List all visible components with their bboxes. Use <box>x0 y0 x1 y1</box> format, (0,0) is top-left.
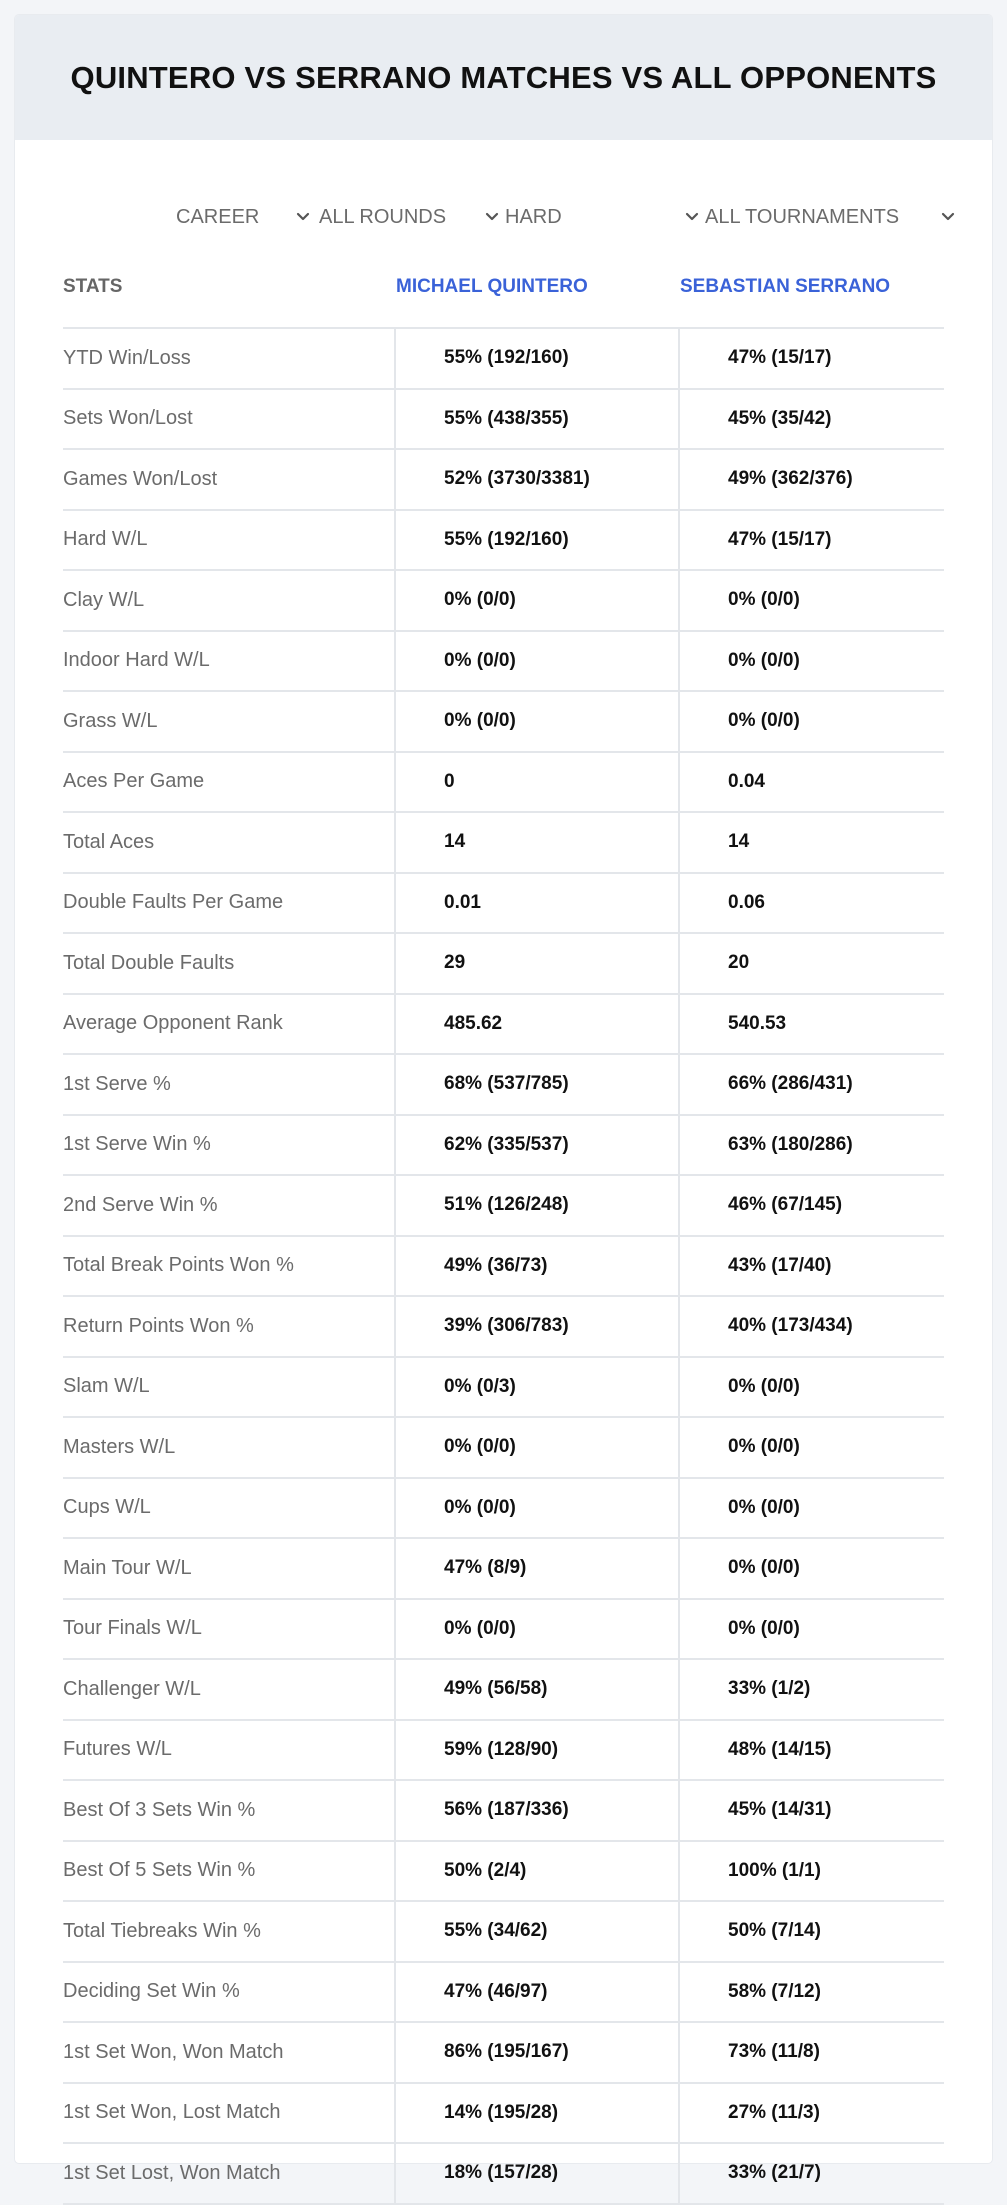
column-divider <box>394 450 396 509</box>
table-row <box>63 390 944 451</box>
column-divider <box>678 2144 680 2203</box>
stat-label: Total Aces <box>63 830 155 853</box>
column-divider <box>394 1902 396 1961</box>
stat-label: 2nd Serve Win % <box>63 1193 218 1216</box>
player2-value: 0.06 <box>728 891 765 913</box>
column-divider <box>394 934 396 993</box>
column-divider <box>394 1358 396 1417</box>
player1-value: 47% (46/97) <box>444 1980 548 2002</box>
column-divider <box>394 1600 396 1659</box>
player2-value: 48% (14/15) <box>728 1738 832 1760</box>
column-divider <box>394 632 396 691</box>
table-row <box>63 692 944 753</box>
player2-value: 0.04 <box>728 770 765 792</box>
player1-value: 55% (34/62) <box>444 1920 548 1942</box>
player2-value: 0% (0/0) <box>728 589 800 611</box>
table-row <box>63 1600 944 1661</box>
stat-label: Slam W/L <box>63 1375 150 1398</box>
table-row <box>63 2144 944 2205</box>
player1-value: 86% (195/167) <box>444 2041 569 2063</box>
player2-value: 45% (14/31) <box>728 1799 832 1821</box>
tournaments-select[interactable] <box>705 187 957 247</box>
column-divider <box>678 995 680 1054</box>
player2-value: 33% (1/2) <box>728 1678 811 1700</box>
column-divider <box>678 1842 680 1901</box>
column-divider <box>678 1176 680 1235</box>
column-divider <box>394 1781 396 1840</box>
column-divider <box>678 1479 680 1538</box>
page-header <box>15 15 992 140</box>
table-row <box>63 813 944 874</box>
stat-label: 1st Set Won, Won Match <box>63 2040 284 2063</box>
column-divider <box>394 1055 396 1114</box>
player1-value: 14 <box>444 831 466 853</box>
table-row <box>63 511 944 572</box>
player2-value: 0% (0/0) <box>728 1436 800 1458</box>
player2-value: 46% (67/145) <box>728 1194 843 1216</box>
table-row <box>63 1297 944 1358</box>
period-select[interactable] <box>176 187 312 247</box>
column-divider <box>394 329 396 388</box>
column-divider <box>678 1781 680 1840</box>
player1-value: 55% (192/160) <box>444 347 569 369</box>
column-divider <box>394 1721 396 1780</box>
stat-label: 1st Set Lost, Won Match <box>63 2161 281 2184</box>
stat-label: 1st Serve % <box>63 1072 171 1095</box>
stats-column-header: STATS <box>63 276 123 297</box>
column-divider <box>678 329 680 388</box>
stat-label: Cups W/L <box>63 1496 151 1519</box>
stat-label: Tour Finals W/L <box>63 1617 202 1640</box>
column-divider <box>394 753 396 812</box>
filter-bar <box>15 187 992 247</box>
column-divider <box>678 874 680 933</box>
player1-value: 59% (128/90) <box>444 1738 559 1760</box>
column-divider <box>394 1963 396 2022</box>
player2-value: 27% (11/3) <box>728 2101 820 2123</box>
player2-value: 20 <box>728 952 750 974</box>
table-row <box>63 1963 944 2024</box>
stat-label: Indoor Hard W/L <box>63 649 210 672</box>
player1-value: 0% (0/0) <box>444 1436 516 1458</box>
player2-value: 47% (15/17) <box>728 347 832 369</box>
table-row <box>63 1479 944 1540</box>
player1-value: 0% (0/0) <box>444 710 516 732</box>
stat-label: Masters W/L <box>63 1435 176 1458</box>
column-divider <box>678 1116 680 1175</box>
stat-label: Aces Per Game <box>63 770 205 793</box>
player1-value: 0% (0/0) <box>444 589 516 611</box>
table-row <box>63 1418 944 1479</box>
table-row <box>63 1237 944 1298</box>
stat-label: Grass W/L <box>63 709 158 732</box>
chevron-down-icon <box>683 208 701 226</box>
player1-link[interactable]: MICHAEL QUINTERO <box>396 276 588 297</box>
column-divider <box>394 2023 396 2082</box>
column-divider <box>394 1660 396 1719</box>
column-divider <box>394 874 396 933</box>
player2-value: 14 <box>728 831 750 853</box>
chevron-down-icon <box>939 208 957 226</box>
stat-label: Best Of 5 Sets Win % <box>63 1859 256 1882</box>
table-row <box>63 753 944 814</box>
table-row <box>63 1902 944 1963</box>
stat-label: Games Won/Lost <box>63 467 218 490</box>
column-divider <box>678 1539 680 1598</box>
table-row <box>63 1116 944 1177</box>
column-divider <box>394 1237 396 1296</box>
player1-value: 47% (8/9) <box>444 1557 527 1579</box>
player2-value: 0% (0/0) <box>728 1496 800 1518</box>
page-title: QUINTERO VS SERRANO MATCHES VS ALL OPPONENTS <box>70 59 937 95</box>
column-divider <box>678 1902 680 1961</box>
table-row <box>63 995 944 1056</box>
player1-value: 485.62 <box>444 1012 503 1034</box>
player2-value: 0% (0/0) <box>728 710 800 732</box>
stat-label: 1st Set Won, Lost Match <box>63 2101 281 2124</box>
table-row <box>63 1781 944 1842</box>
player1-value: 55% (438/355) <box>444 407 569 429</box>
stat-label: Double Faults Per Game <box>63 891 284 914</box>
player2-value: 58% (7/12) <box>728 1980 821 2002</box>
column-divider <box>678 1660 680 1719</box>
surface-select[interactable] <box>505 187 701 247</box>
chevron-down-icon <box>294 208 312 226</box>
stat-label: Total Break Points Won % <box>63 1254 294 1277</box>
column-divider <box>678 571 680 630</box>
column-divider <box>394 1479 396 1538</box>
column-divider <box>678 1963 680 2022</box>
table-row <box>63 1842 944 1903</box>
player2-value: 0% (0/0) <box>728 1375 800 1397</box>
player1-value: 49% (36/73) <box>444 1254 548 1276</box>
column-divider <box>678 2084 680 2143</box>
stat-label: Total Tiebreaks Win % <box>63 1919 261 1942</box>
player1-value: 52% (3730/3381) <box>444 468 590 490</box>
table-row <box>63 329 944 390</box>
column-divider <box>678 511 680 570</box>
rounds-select-value: ALL ROUNDS <box>319 205 447 228</box>
rounds-select[interactable] <box>319 187 501 247</box>
table-row <box>63 1358 944 1419</box>
stat-label: Futures W/L <box>63 1738 172 1761</box>
player1-value: 18% (157/28) <box>444 2162 559 2184</box>
column-divider <box>394 1418 396 1477</box>
table-header <box>63 247 944 329</box>
column-divider <box>678 692 680 751</box>
surface-select-value: HARD <box>505 205 562 228</box>
column-divider <box>678 450 680 509</box>
column-divider <box>678 1055 680 1114</box>
column-divider <box>678 1358 680 1417</box>
column-divider <box>678 1418 680 1477</box>
table-row <box>63 874 944 935</box>
player2-link[interactable]: SEBASTIAN SERRANO <box>680 276 891 297</box>
column-divider <box>678 813 680 872</box>
column-divider <box>394 1297 396 1356</box>
table-body <box>63 329 944 2205</box>
player1-value: 0% (0/0) <box>444 649 516 671</box>
table-row <box>63 934 944 995</box>
stats-card <box>15 15 992 2184</box>
player2-value: 33% (21/7) <box>728 2162 821 2184</box>
column-divider <box>678 1297 680 1356</box>
column-divider <box>394 571 396 630</box>
player1-value: 55% (192/160) <box>444 528 569 550</box>
column-divider <box>678 1721 680 1780</box>
column-divider <box>394 2084 396 2143</box>
column-divider <box>678 2023 680 2082</box>
player1-value: 50% (2/4) <box>444 1859 527 1881</box>
stat-label: Return Points Won % <box>63 1314 254 1337</box>
player2-value: 0% (0/0) <box>728 649 800 671</box>
column-divider <box>394 1842 396 1901</box>
column-divider <box>394 995 396 1054</box>
player2-value: 40% (173/434) <box>728 1315 853 1337</box>
stat-label: 1st Serve Win % <box>63 1133 211 1156</box>
column-divider <box>394 390 396 449</box>
player1-value: 0 <box>444 770 455 792</box>
stat-label: Main Tour W/L <box>63 1556 192 1579</box>
table-row <box>63 2084 944 2145</box>
player1-value: 0% (0/0) <box>444 1496 516 1518</box>
column-divider <box>678 632 680 691</box>
player1-value: 49% (56/58) <box>444 1678 548 1700</box>
player2-value: 47% (15/17) <box>728 528 832 550</box>
player1-value: 0.01 <box>444 891 481 913</box>
table-row <box>63 1539 944 1600</box>
table-row <box>63 571 944 632</box>
player2-value: 540.53 <box>728 1012 787 1034</box>
player1-value: 62% (335/537) <box>444 1133 569 1155</box>
stat-label: Average Opponent Rank <box>63 1012 283 1035</box>
player2-value: 43% (17/40) <box>728 1254 832 1276</box>
stat-label: Sets Won/Lost <box>63 407 193 430</box>
player1-value: 39% (306/783) <box>444 1315 569 1337</box>
player1-value: 0% (0/3) <box>444 1375 516 1397</box>
stat-label: Best Of 3 Sets Win % <box>63 1798 256 1821</box>
player2-value: 63% (180/286) <box>728 1133 853 1155</box>
player1-value: 51% (126/248) <box>444 1194 569 1216</box>
player2-value: 0% (0/0) <box>728 1617 800 1639</box>
table-row <box>63 1176 944 1237</box>
column-divider <box>394 1539 396 1598</box>
column-divider <box>678 753 680 812</box>
table-row <box>63 1055 944 1116</box>
stat-label: Deciding Set Win % <box>63 1980 240 2003</box>
table-row <box>63 1660 944 1721</box>
player2-value: 66% (286/431) <box>728 1073 853 1095</box>
tournaments-select-value: ALL TOURNAMENTS <box>705 205 900 228</box>
stat-label: Challenger W/L <box>63 1677 201 1700</box>
stat-label: YTD Win/Loss <box>63 346 191 369</box>
column-divider <box>678 934 680 993</box>
player2-value: 100% (1/1) <box>728 1859 821 1881</box>
stat-label: Hard W/L <box>63 528 148 551</box>
table-row <box>63 450 944 511</box>
column-divider <box>678 1600 680 1659</box>
stat-label: Clay W/L <box>63 588 145 611</box>
player1-value: 68% (537/785) <box>444 1073 569 1095</box>
chevron-down-icon <box>483 208 501 226</box>
player1-value: 14% (195/28) <box>444 2101 559 2123</box>
player2-value: 50% (7/14) <box>728 1920 821 1942</box>
stat-label: Total Double Faults <box>63 951 235 974</box>
player1-value: 56% (187/336) <box>444 1799 569 1821</box>
period-select-value: CAREER <box>176 205 260 228</box>
table-row <box>63 2023 944 2084</box>
column-divider <box>678 390 680 449</box>
player2-value: 73% (11/8) <box>728 2041 820 2063</box>
table-row <box>63 632 944 693</box>
player2-value: 49% (362/376) <box>728 468 853 490</box>
player2-value: 45% (35/42) <box>728 407 832 429</box>
table-row <box>63 1721 944 1782</box>
player2-value: 0% (0/0) <box>728 1557 800 1579</box>
player1-value: 29 <box>444 952 466 974</box>
column-divider <box>394 1176 396 1235</box>
column-divider <box>394 2144 396 2203</box>
column-divider <box>678 1237 680 1296</box>
column-divider <box>394 692 396 751</box>
column-divider <box>394 813 396 872</box>
stats-table <box>63 247 944 2205</box>
player1-value: 0% (0/0) <box>444 1617 516 1639</box>
column-divider <box>394 1116 396 1175</box>
column-divider <box>394 511 396 570</box>
